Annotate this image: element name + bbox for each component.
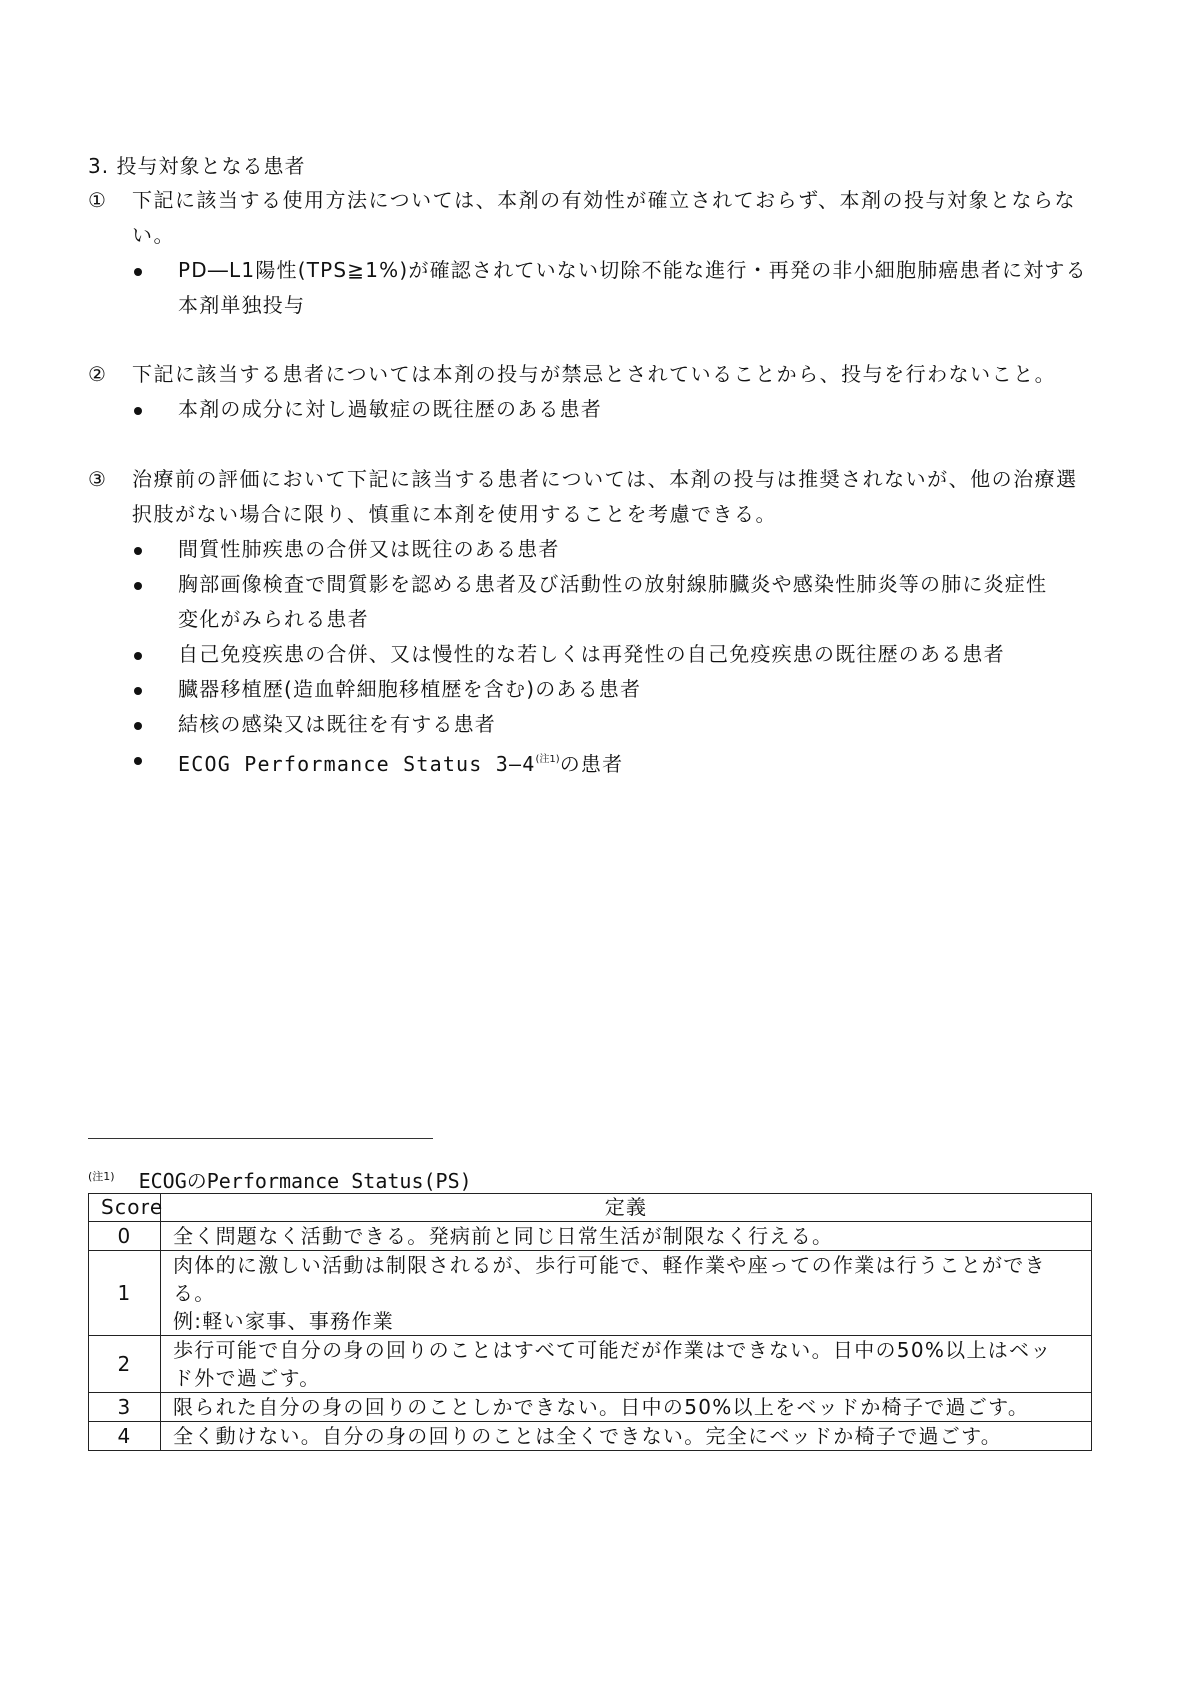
- table-row: [89, 1422, 1092, 1451]
- bullet-item: 間質性肺疾患の合併又は既往のある患者: [88, 532, 1098, 567]
- bullet-dot-icon: [134, 652, 142, 660]
- item-text-line: 下記に該当する患者については本剤の投与が禁忌とされていることから、投与を行わないこと。: [132, 362, 1057, 386]
- list-item-1: [88, 183, 1098, 323]
- footnote-mark: (注1): [88, 1170, 115, 1183]
- score-cell: 4: [89, 1422, 161, 1451]
- bullet-item: 自己免疫疾患の合併、又は慢性的な若しくは再発性の自己免疫疾患の既往歴のある患者: [88, 637, 1098, 672]
- score-cell: 2: [89, 1336, 161, 1393]
- item-text-line: 択肢がない場合に限り、慎重に本剤を使用することを考慮できる。: [132, 502, 777, 526]
- item-marker: ①: [88, 188, 108, 212]
- bullet-item: 結核の感染又は既往を有する患者: [88, 707, 1098, 742]
- bullet-dot-icon: [134, 722, 142, 730]
- footnote: [88, 1163, 472, 1195]
- bullet-dot-icon: [134, 268, 142, 276]
- definition-cell: 限られた自分の身の回りのことしかできない。日中の50%以上をベッドか椅子で過ごす。: [161, 1393, 1092, 1422]
- item-text-line: い。: [132, 223, 175, 247]
- bullet-dot-icon: [134, 547, 142, 555]
- header-score: Score: [89, 1194, 161, 1222]
- definition-cell: 歩行可能で自分の身の回りのことはすべて可能だが作業はできない。日中の50%以上はベッ ド外で過ごす。: [161, 1336, 1092, 1393]
- bullet-dot-icon: [134, 582, 142, 590]
- table-row: [89, 1251, 1092, 1336]
- bullet-list: [88, 532, 1098, 777]
- list-item-2: [88, 357, 1098, 427]
- item-marker: ②: [88, 362, 108, 386]
- bullet-item: 臓器移植歴(造血幹細胞移植歴を含む)のある患者: [88, 672, 1098, 707]
- table-header-row: [89, 1194, 1092, 1222]
- ecog-label: ECOG Performance Status 3―4: [178, 752, 536, 776]
- list-item-3: [88, 462, 1098, 777]
- bullet-dot-icon: [134, 407, 142, 415]
- bullet-dot-icon: [134, 757, 142, 765]
- item-marker: ③: [88, 467, 108, 491]
- ecog-suffix: の患者: [559, 752, 624, 776]
- table-row: [89, 1393, 1092, 1422]
- bullet-item: PD―L1陽性(TPS≧1%)が確認されていない切除不能な進行・再発の非小細胞肺癌患者に対する 本剤単独投与: [88, 253, 1098, 323]
- item-text-line: 下記に該当する使用方法については、本剤の有効性が確立されておらず、本剤の投与対象とならな: [132, 188, 1076, 212]
- definition-cell: 全く動けない。自分の身の回りのことは全くできない。完全にベッドか椅子で過ごす。: [161, 1422, 1092, 1451]
- bullet-list: [88, 253, 1098, 323]
- footnote-title: ECOGのPerformance Status(PS): [138, 1169, 472, 1193]
- table-row: [89, 1222, 1092, 1251]
- definition-cell: 肉体的に激しい活動は制限されるが、歩行可能で、軽作業や座っての作業は行うことができ る。 例:軽い家事、事務作業: [161, 1251, 1092, 1336]
- footnote-ref: (注1): [535, 754, 560, 765]
- table-row: [89, 1336, 1092, 1393]
- score-cell: 3: [89, 1393, 161, 1422]
- ecog-ps-table: [88, 1193, 1092, 1451]
- bullet-list: [88, 392, 1098, 427]
- footnote-separator: [88, 1138, 433, 1139]
- header-definition: 定義: [161, 1194, 1092, 1222]
- section-heading: 3. 投与対象となる患者: [88, 154, 306, 178]
- bullet-dot-icon: [134, 687, 142, 695]
- item-text-line: 治療前の評価において下記に該当する患者については、本剤の投与は推奨されないが、他の治療選: [132, 467, 1078, 491]
- score-cell: 0: [89, 1222, 161, 1251]
- bullet-item-ecog: [88, 742, 1098, 777]
- definition-cell: 全く問題なく活動できる。発病前と同じ日常生活が制限なく行える。: [161, 1222, 1092, 1251]
- bullet-item: 本剤の成分に対し過敏症の既往歴のある患者: [88, 392, 1098, 427]
- score-cell: 1: [89, 1251, 161, 1336]
- bullet-item: 胸部画像検査で間質影を認める患者及び活動性の放射線肺臓炎や感染性肺炎等の肺に炎症性 変化がみられる患者: [88, 567, 1098, 637]
